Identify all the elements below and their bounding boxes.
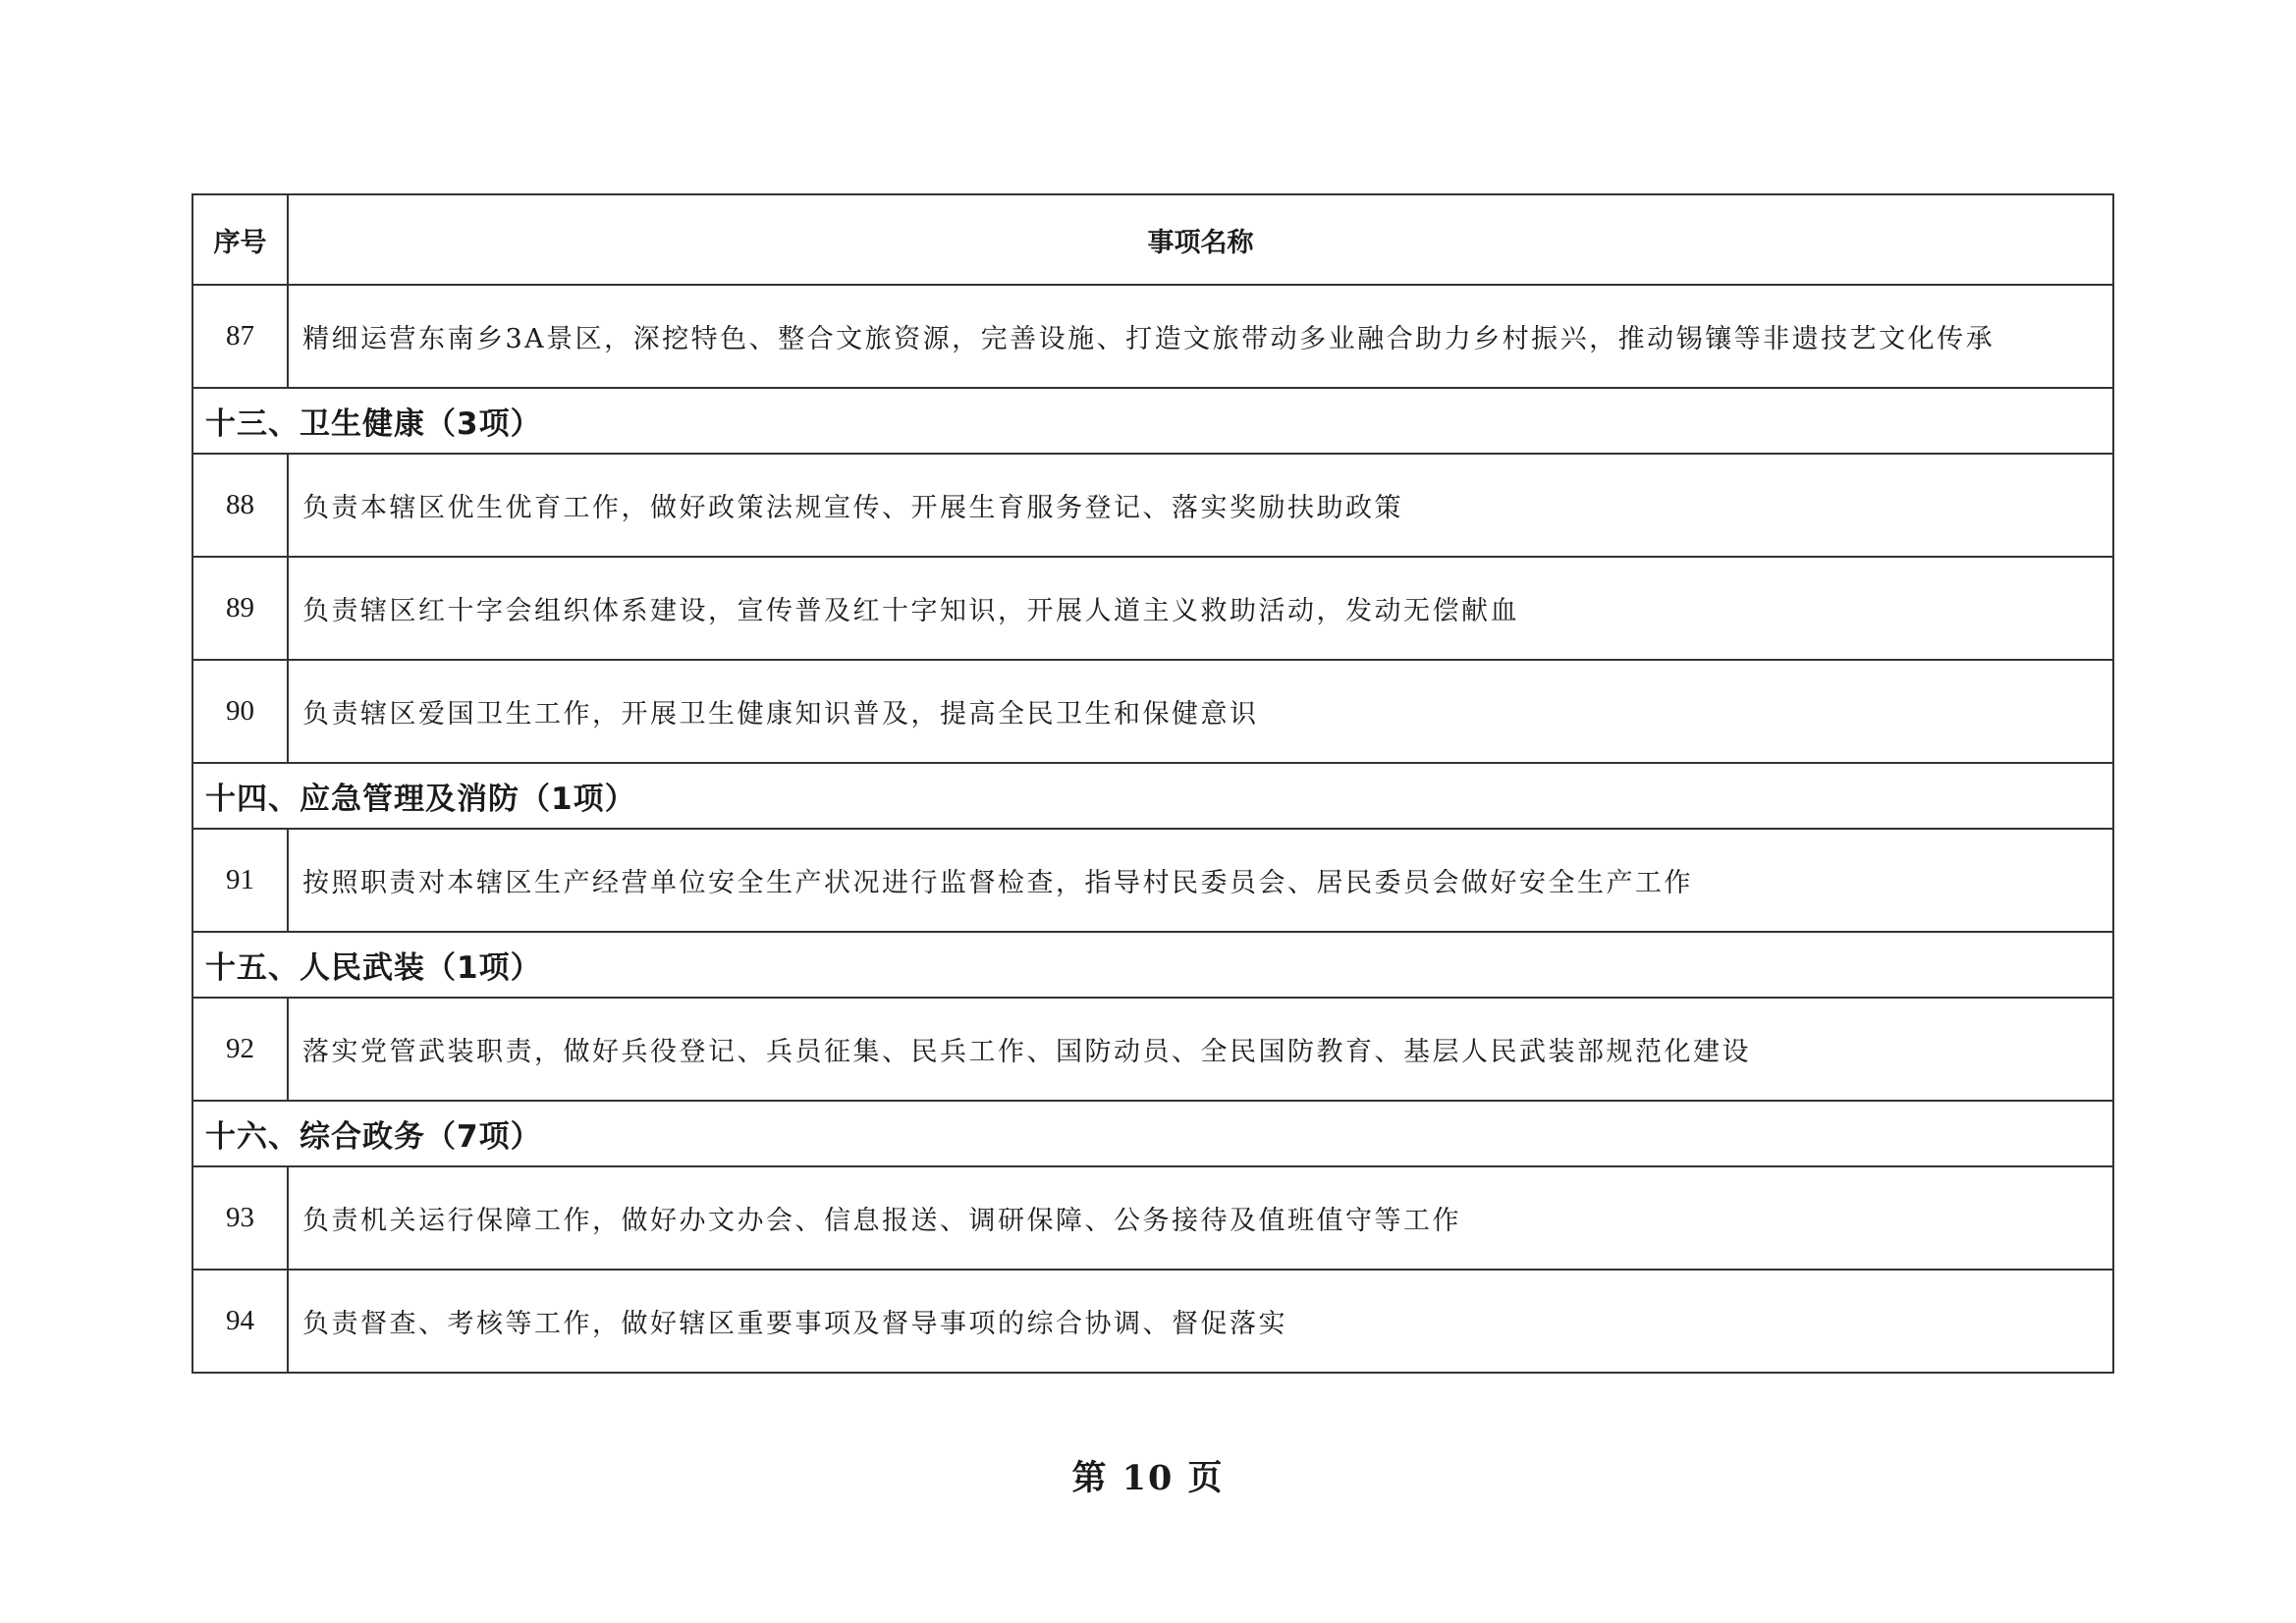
item-name: 负责本辖区优生优育工作，做好政策法规宣传、开展生育服务登记、落实奖励扶助政策 xyxy=(288,454,2113,557)
table-row xyxy=(192,1270,2113,1373)
header-number: 序号 xyxy=(192,194,288,285)
section-title: 十三、卫生健康（3项） xyxy=(192,388,2113,454)
table-row xyxy=(192,829,2113,932)
table-header-row xyxy=(192,194,2113,285)
section-row xyxy=(192,763,2113,829)
item-number: 90 xyxy=(192,660,288,763)
item-number: 88 xyxy=(192,454,288,557)
item-number: 94 xyxy=(192,1270,288,1373)
item-number: 92 xyxy=(192,998,288,1101)
item-name: 负责机关运行保障工作，做好办文办会、信息报送、调研保障、公务接待及值班值守等工作 xyxy=(288,1166,2113,1270)
table-body xyxy=(192,285,2113,1373)
section-row xyxy=(192,932,2113,998)
item-name: 落实党管武装职责，做好兵役登记、兵员征集、民兵工作、国防动员、全民国防教育、基层人民武装部规范化建设 xyxy=(288,998,2113,1101)
item-number: 87 xyxy=(192,285,288,388)
section-title: 十四、应急管理及消防（1项） xyxy=(192,763,2113,829)
table-row xyxy=(192,1166,2113,1270)
section-row xyxy=(192,1101,2113,1166)
section-title: 十五、人民武装（1项） xyxy=(192,932,2113,998)
table-row xyxy=(192,998,2113,1101)
table-row xyxy=(192,660,2113,763)
item-number: 93 xyxy=(192,1166,288,1270)
header-name: 事项名称 xyxy=(288,194,2113,285)
item-name: 精细运营东南乡3A景区，深挖特色、整合文旅资源，完善设施、打造文旅带动多业融合助力乡村振兴，推动锡镶等非遗技艺文化传承 xyxy=(288,285,2113,388)
item-name: 按照职责对本辖区生产经营单位安全生产状况进行监督检查，指导村民委员会、居民委员会做好安全生产工作 xyxy=(288,829,2113,932)
item-number: 89 xyxy=(192,557,288,660)
item-name: 负责督查、考核等工作，做好辖区重要事项及督导事项的综合协调、督促落实 xyxy=(288,1270,2113,1373)
item-number: 91 xyxy=(192,829,288,932)
page-number: 第 10 页 xyxy=(1071,1458,1225,1498)
matters-table xyxy=(191,193,2114,1374)
section-row xyxy=(192,388,2113,454)
table-row xyxy=(192,557,2113,660)
table-row xyxy=(192,285,2113,388)
item-name: 负责辖区红十字会组织体系建设，宣传普及红十字知识，开展人道主义救助活动，发动无偿献血 xyxy=(288,557,2113,660)
table-row xyxy=(192,454,2113,557)
section-title: 十六、综合政务（7项） xyxy=(192,1101,2113,1166)
item-name: 负责辖区爱国卫生工作，开展卫生健康知识普及，提高全民卫生和保健意识 xyxy=(288,660,2113,763)
